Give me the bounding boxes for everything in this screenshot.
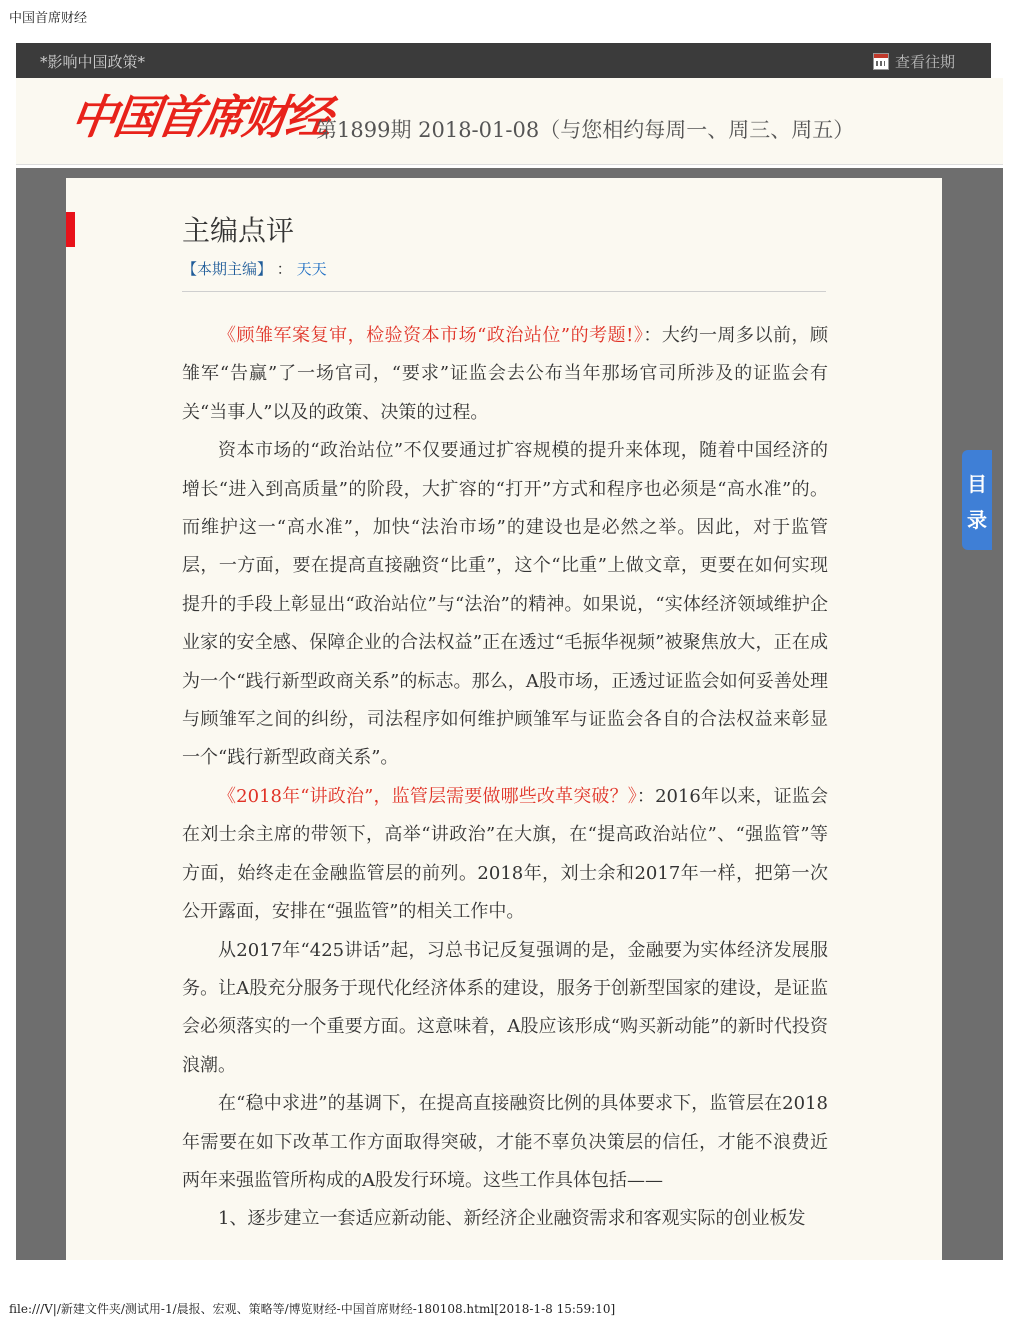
paragraph <box>182 932 828 1086</box>
toc-tab[interactable] <box>962 450 992 550</box>
calendar-icon <box>873 53 889 70</box>
paragraph-text: 在“稳中求进”的基调下，在提高直接融资比例的具体要求下，监管层在2018年需要在如下改革工作方面取得突破，才能不辜负决策层的信任，才能不浪费近两年来强监管所构成的A股发行环境。这些工作具体包括—— <box>182 1093 828 1191</box>
paragraph <box>182 1085 828 1200</box>
paragraph-text: 从2017年“425讲话”起，习总书记反复强调的是，金融要为实体经济发展服务。让A股充分服务于现代化经济体系的建设，服务于创新型国家的建设，是证监会必须落实的一个重要方面。这意味着，A股应该形成“购买新动能”的新时代投资浪潮。 <box>182 939 828 1076</box>
article-link[interactable]: 《2018年“讲政治”，监管层需要做哪些改革突破？》 <box>218 785 637 807</box>
print-header: 中国首席财经 <box>9 11 88 26</box>
print-footer: file:///V|/新建文件夹/测试用-1/晨报、宏观、策略等/博览财经-中国首席财经-180108.html[2018-1-8 15:59:10] <box>9 1302 616 1316</box>
editor-colon: ： <box>276 260 292 278</box>
toc-tab-char: 目 <box>967 472 987 496</box>
editor-name[interactable]: 天天 <box>296 260 327 278</box>
section-title: 主编点评 <box>182 214 295 247</box>
paragraph <box>182 1200 828 1238</box>
divider <box>182 291 826 292</box>
paragraph-text: ：大约一周多以前，顾雏军“告赢”了一场官司，“要求”证监会去公布当年那场官司所涉及的证监会有关“当事人”以及的政策、决策的过程。 <box>182 325 829 423</box>
past-issues-label: 查看往期 <box>894 53 955 71</box>
issue-line: 第1899期 2018-01-08（与您相约每周一、周三、周五） <box>316 118 855 142</box>
slogan: *影响中国政策* <box>40 53 146 71</box>
paragraph <box>182 778 828 932</box>
article-link[interactable]: 《顾雏军案复审，检验资本市场“政治站位”的考题!》 <box>218 325 644 346</box>
paragraph <box>182 432 828 778</box>
section-marker <box>66 212 75 247</box>
paragraph-text: ：2016年以来，证监会在刘士余主席的带领下，高举“讲政治”在大旗，在“提高政治站位”、“强监管”等方面，始终走在金融监管层的前列。2018年，刘士余和2017年一样，把第一次公开露面，安排在“强监管”的相关工作中。 <box>182 785 828 923</box>
top-bar <box>16 43 991 78</box>
paragraph <box>182 317 828 432</box>
brand-logo: 中国首席财经 <box>67 90 333 144</box>
editor-label: 【本期主编】 <box>182 260 273 278</box>
paragraph-text: 1、逐步建立一套适应新动能、新经济企业融资需求和客观实际的创业板发 <box>218 1208 806 1230</box>
masthead <box>16 78 1003 165</box>
toc-tab-char: 录 <box>967 508 987 532</box>
article-body <box>182 317 828 1239</box>
past-issues-link[interactable] <box>873 51 955 72</box>
paragraph-text: 资本市场的“政治站位”不仅要通过扩容规模的提升来体现，随着中国经济的增长“进入到高质量”的阶段，大扩容的“打开”方式和程序也必须是“高水准”的。而维护这一“高水准”，加快“法治市场”的建设也是必然之举。因此，对于监管层，一方面，要在提高直接融资“比重”，这个“比重”上做文章，更要在如何实现提升的手段上彰显出“政治站位”与“法治”的精神。如果说，“实体经济领域维护企业家的安全感、保障企业的合法权益”正在透过“毛振华视频”被聚焦放大，正在成为一个“践行新型政商关系”的标志。那么，A股市场，正透过证监会如何妥善处理与顾雏军之间的纠纷，司法程序如何维护顾雏军与证监会各自的合法权益来彰显一个“践行新型政商关系”。 <box>182 440 828 769</box>
editor-line <box>182 258 327 279</box>
